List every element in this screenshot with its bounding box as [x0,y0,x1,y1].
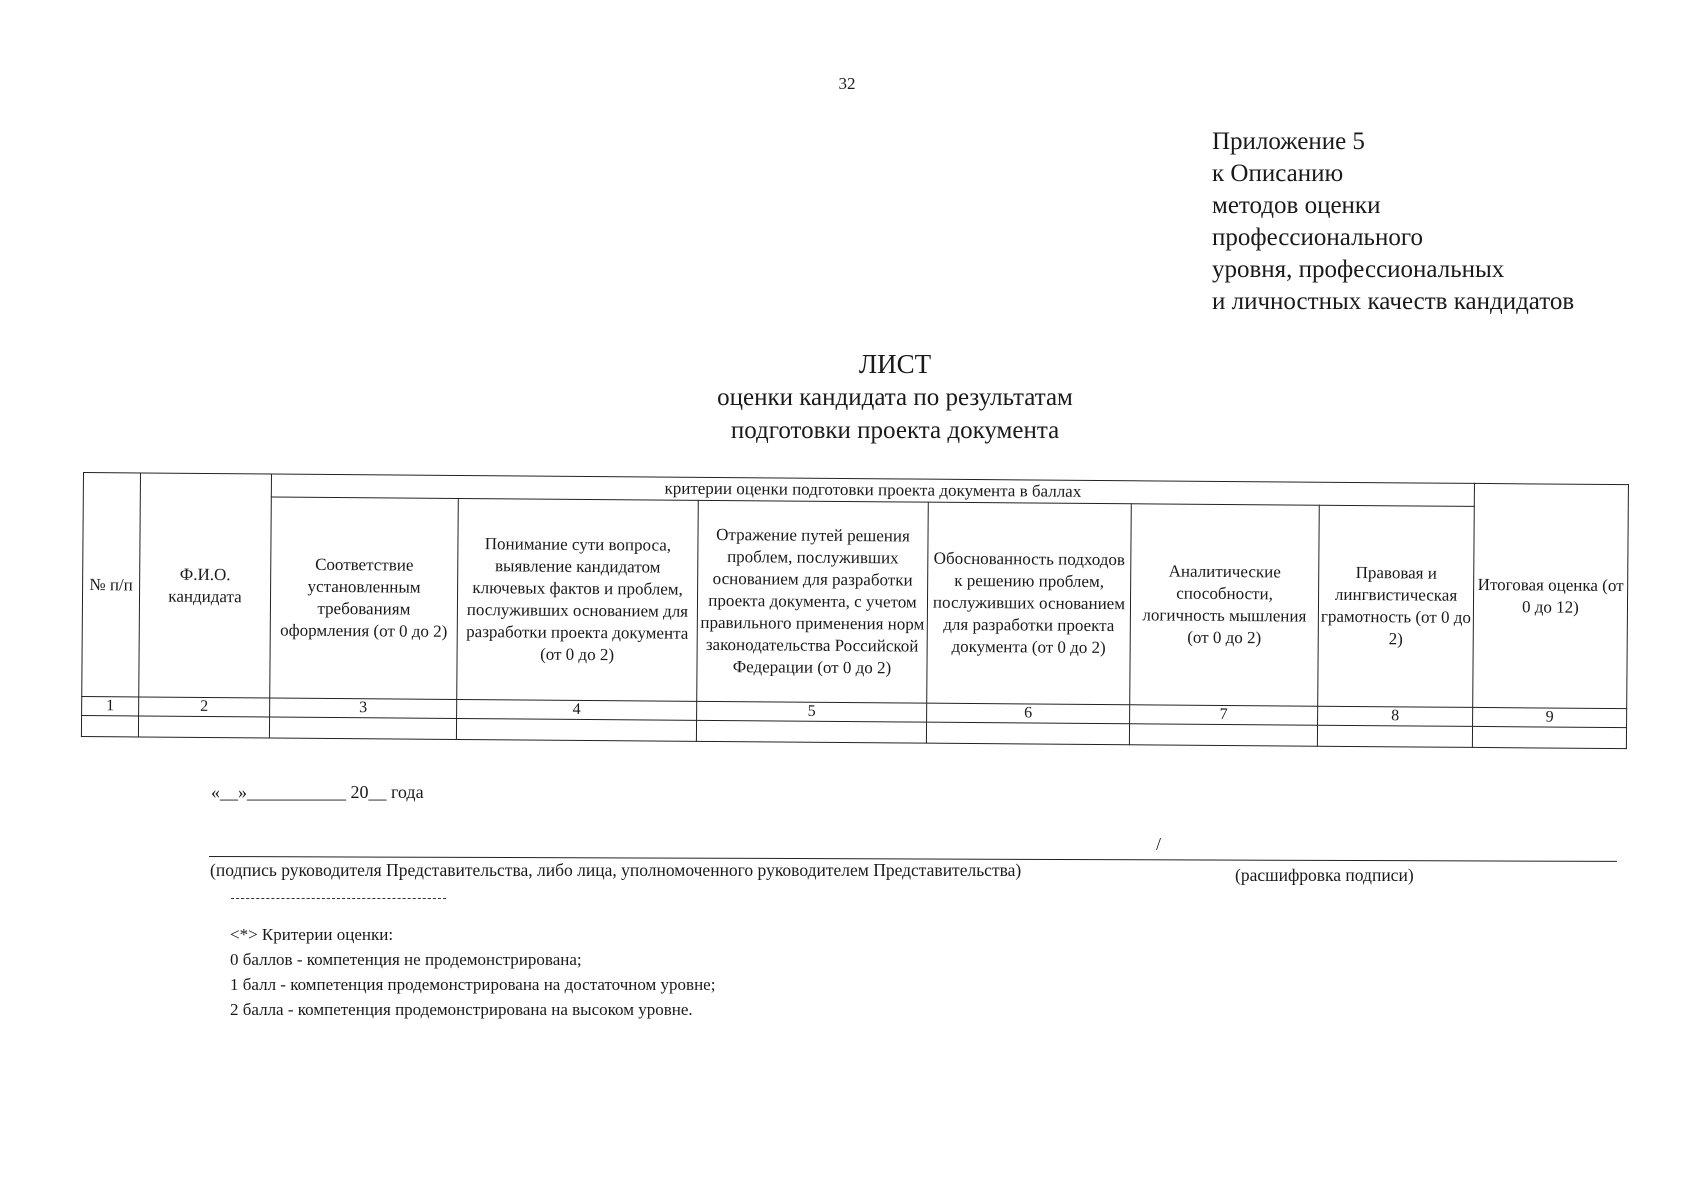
header-criterion: Обоснованность подходов к решению проблем, послуживших основанием для разработки проекта документа (от 0 до 2) [927,502,1132,705]
header-criterion: Правовая и лингвистическая грамотность (от 0 до 2) [1318,505,1475,707]
column-number: 9 [1473,707,1627,727]
table-cell [138,716,269,738]
column-number: 8 [1318,706,1473,726]
table-cell [1129,724,1317,746]
header-criterion: Отражение путей решения проблем, послуживших основанием для разработки проекта документа, с учетом правильного применения норм законодательства Российской Федерации (от 0 до 2) [697,500,929,703]
header-criterion: Понимание сути вопроса, выявление кандидатом ключевых фактов и проблем, послуживших основанием для разработки проекта документа (от 0 до 2) [457,498,699,701]
column-number: 4 [457,699,697,720]
title-main: ЛИСТ [858,349,932,379]
header-criteria: критерии оценки подготовки проекта документа в баллах [271,474,1474,506]
column-number: 2 [139,697,270,717]
table-cell [81,715,138,736]
footnote-line: <*> Критерии оценки: [230,925,394,944]
signature-decode-caption: (расшифровка подписи) [1235,865,1414,885]
appendix-line: Приложение 5 [1212,128,1365,155]
appendix-line: методов оценки [1212,192,1381,219]
header-criterion: Аналитические способности, логичность мышления (от 0 до 2) [1130,504,1320,706]
page-number: 32 [838,74,856,93]
title-line: оценки кандидата по результатам [717,384,1073,411]
date-line: «__»___________ 20__ года [211,782,424,802]
signature-slash: / [1156,834,1162,854]
footnote-line: 2 балла - компетенция продемонстрирована на высоком уровне. [230,1000,693,1019]
table-cell [1317,725,1472,747]
table-cell [456,718,696,741]
footnotes [230,922,715,1022]
column-number: 1 [82,696,139,715]
table-cell [269,717,456,739]
title-line: подготовки проекта документа [730,417,1060,444]
footnote-line: 0 баллов - компетенция не продемонстрирована; [230,950,582,969]
signature-caption: (подпись руководителя Представительства, либо лица, уполномоченного руководителем Представительства) [210,860,1022,880]
header-name: Ф.И.О. кандидата [139,473,272,698]
header-number: № п/п [82,473,141,697]
appendix-line: к Описанию [1212,160,1344,187]
table-cell [696,720,926,743]
appendix-line: и личностных качеств кандидатов [1212,288,1575,315]
appendix-line: уровня, профессиональных [1212,256,1505,283]
table-cell [1472,726,1626,748]
assessment-table-wrapper [81,472,1628,749]
column-number: 6 [927,703,1130,724]
footnote-separator [231,898,446,899]
header-criterion: Соответствие установленным требованиям оформления (от 0 до 2) [270,497,459,699]
footnote-line: 1 балл - компетенция продемонстрирована на достаточном уровне; [230,975,716,994]
appendix-line: профессионального [1212,224,1423,251]
header-total: Итоговая оценка (от 0 до 12) [1473,483,1629,708]
column-number: 3 [270,698,457,718]
column-number: 5 [697,701,927,722]
assessment-table [81,472,1629,749]
appendix-note [1212,126,1574,318]
table-cell [926,722,1129,745]
column-number: 7 [1130,705,1318,725]
document-title [0,348,1694,447]
